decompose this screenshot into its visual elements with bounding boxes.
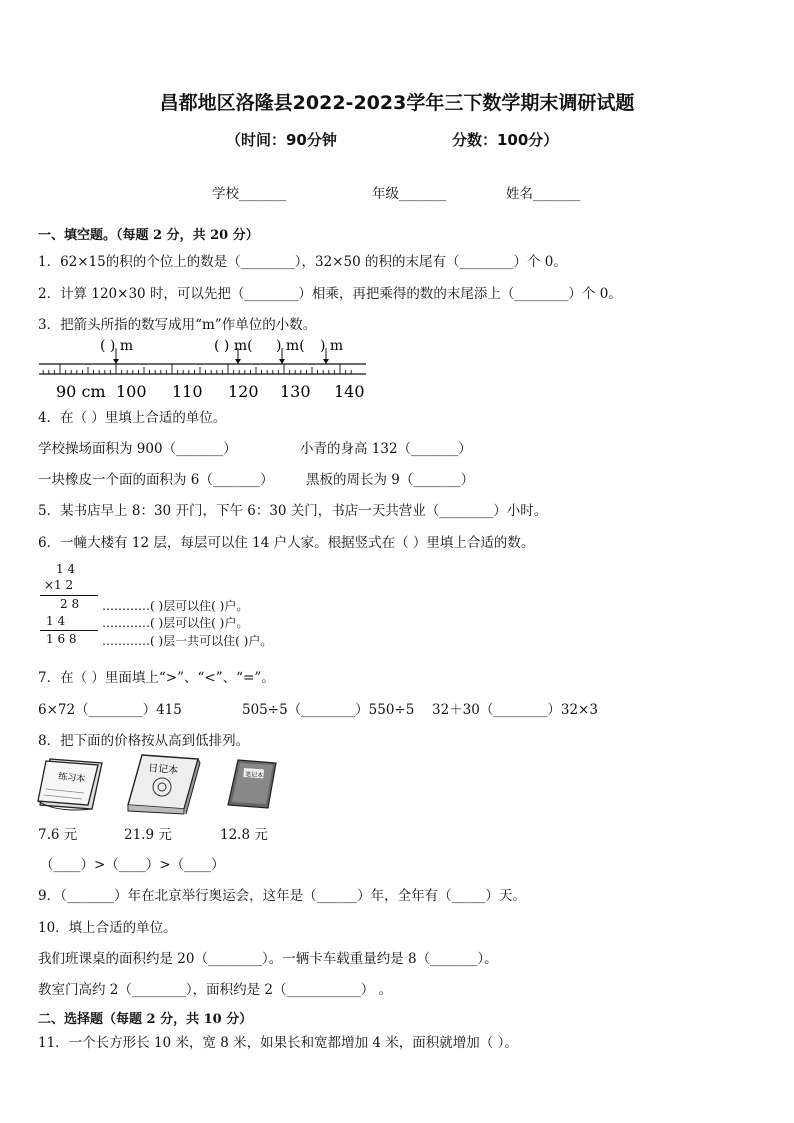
book2-cover-label: 日记本	[147, 763, 179, 777]
ruler-label-90cm: 90 cm	[56, 382, 106, 401]
book1-price: 7.6 元	[38, 827, 78, 843]
question-6: 6．一幢大楼有 12 层，每层可以住 14 户人家。根据竖式在（ ）里填上合适的数。	[38, 535, 535, 551]
page-title: 昌都地区洛隆县2022-2023学年三下数学期末调研试题	[159, 92, 635, 114]
ruler-figure	[36, 334, 376, 404]
diary-book-image	[124, 751, 202, 815]
question-4d: 黑板的周长为 9（_______）	[306, 472, 475, 488]
question-7c: 32＋30（________）32×3	[432, 702, 598, 718]
ruler-ticks	[43, 364, 351, 374]
question-7: 7．在（ ）里面填上“>”、“<”、“=”。	[38, 670, 275, 686]
question-3: 3．把箭头所指的数写成用“m”作单位的小数。	[38, 317, 317, 333]
ruler-label-120: 120	[228, 382, 259, 401]
book2-price: 21.9 元	[124, 827, 172, 843]
calc-rule-2	[40, 630, 98, 631]
calc-row-2: ×1 2	[44, 578, 74, 592]
calc-row-3: 2 8	[60, 597, 80, 611]
calc-note-3: …………( )层一共可以住( )户。	[102, 634, 273, 648]
question-10: 10．填上合适的单位。	[38, 920, 177, 936]
ruler-blank-4: ) m	[320, 338, 344, 354]
question-7b: 505÷5（________）550÷5	[242, 702, 415, 718]
ruler-label-140: 140	[334, 382, 365, 401]
book3-cover-label: 笔记本	[244, 771, 264, 780]
section-choice: 二、选择题（每题 2 分，共 10 分）	[38, 1012, 253, 1027]
book3-price: 12.8 元	[220, 827, 268, 843]
section-fill-in: 一、填空题。（每题 2 分，共 20 分）	[38, 228, 259, 243]
question-1: 1．62×15的积的个位上的数是（________），32×50 的积的末尾有（________）个 0。	[38, 254, 567, 270]
exercise-book-image	[36, 753, 106, 815]
ruler-blank-3: ) m(	[276, 338, 305, 354]
question-10b: 教室门高约 2（________），面积约是 2（___________） 。	[38, 982, 393, 998]
ruler-blank-1: ( ) m	[100, 338, 134, 354]
calc-row-1: 1 4	[56, 562, 76, 576]
book1-cover-label: 练习本	[57, 772, 86, 785]
ruler-label-130: 130	[280, 382, 311, 401]
question-7a: 6×72（________）415	[38, 702, 182, 718]
school-field: 学校_______	[212, 186, 287, 202]
calc-note-2: …………( )层可以住( )户。	[102, 616, 249, 630]
question-4: 4．在（ ）里填上合适的单位。	[38, 410, 227, 426]
notebook-image	[224, 756, 284, 814]
question-11: 11．一个长方形长 10 米，宽 8 米，如果长和宽都增加 4 米，面积就增加（ ）。	[38, 1035, 518, 1051]
question-4c: 一块橡皮一个面的面积为 6（_______）	[38, 472, 274, 488]
exam-score: 分数：100分）	[452, 131, 559, 149]
question-9: 9．（_______）年在北京举行奥运会，这年是（______）年，全年有（_____）天。	[38, 888, 526, 904]
exam-time: （时间：90分钟	[226, 131, 337, 149]
question-4a: 学校操场面积为 900（_______）	[38, 441, 237, 457]
question-2: 2．计算 120×30 时，可以先把（________）相乘，再把乘得的数的末尾添上（________）个 0。	[38, 286, 622, 302]
calc-row-4: 1 4	[46, 614, 66, 628]
ruler-label-110: 110	[172, 382, 203, 401]
name-field: 姓名_______	[506, 186, 581, 202]
question-5: 5．某书店早上 8：30 开门，下午 6：30 关门，书店一天共营业（________）小时。	[38, 503, 548, 519]
calc-rule-1	[40, 595, 98, 596]
calc-row-5: 1 6 8	[46, 632, 77, 646]
price-order: （____）>（____）>（____）	[40, 857, 225, 873]
ruler-label-100: 100	[116, 382, 147, 401]
question-8: 8．把下面的价格按从高到低排列。	[38, 733, 250, 749]
ruler-blank-2: ( ) m(	[214, 338, 253, 354]
calc-note-1: …………( )层可以住( )户。	[102, 599, 249, 613]
grade-field: 年级_______	[372, 186, 447, 202]
question-10a: 我们班课桌的面积约是 20（________）。一辆卡车载重量约是 8（_______）。	[38, 951, 498, 967]
question-4b: 小青的身高 132（_______）	[300, 441, 472, 457]
